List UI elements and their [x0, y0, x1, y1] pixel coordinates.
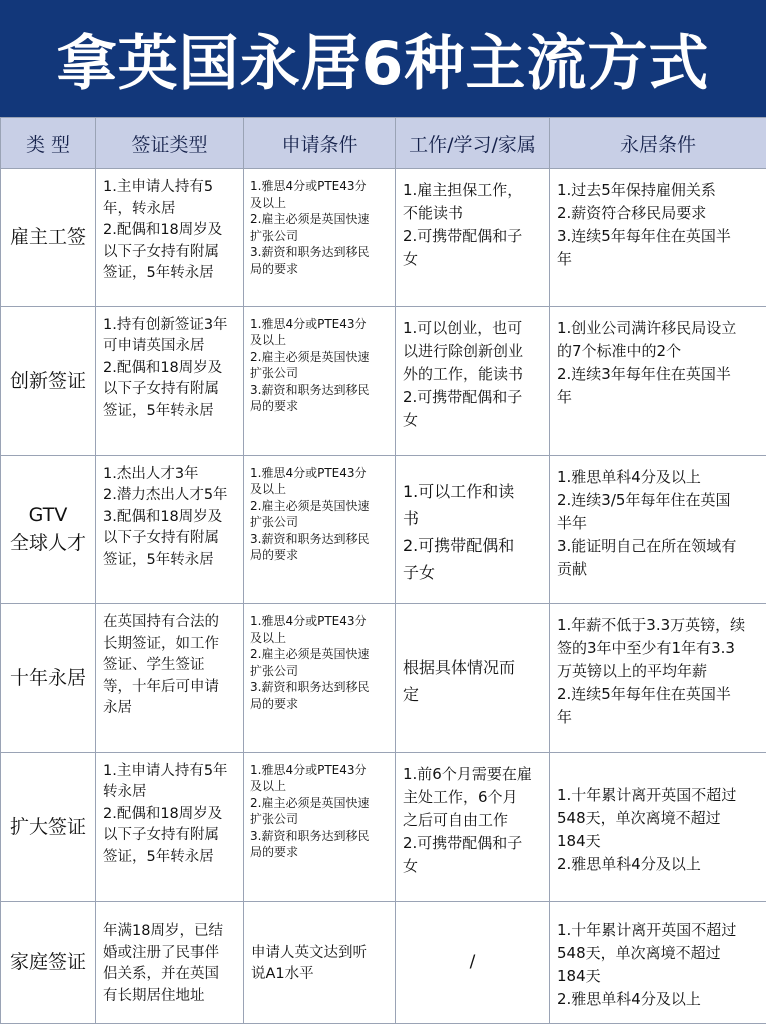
cell-line: 等，十年后可申请	[103, 678, 219, 695]
cell-line: 局的要求	[250, 548, 299, 563]
header-visa-type: 签证类型	[96, 118, 244, 169]
cell-work-study-family	[396, 455, 550, 604]
cell-line: 1.年薪不低于3.3万英镑，续	[557, 616, 746, 635]
cell-line: 1.可以创业，也可	[403, 318, 523, 337]
cell-line: 永居	[103, 700, 132, 717]
cell-work-study-family	[396, 604, 550, 753]
cell-line: 贡献	[557, 559, 588, 578]
cell-conditions	[244, 455, 396, 604]
cell-line: 全球人才	[9, 532, 86, 555]
cell-line: 2.配偶和18周岁及	[103, 805, 223, 822]
cell-line: 2.雇主必须是英国快速	[250, 349, 370, 364]
cell-line: 签证，5年转永居	[103, 848, 214, 865]
cell-line: 签证，5年转永居	[103, 551, 214, 568]
cell-visa-type	[96, 752, 244, 901]
cell-line: 不能读书	[403, 204, 464, 222]
pr-routes-table	[0, 117, 766, 1024]
cell-line: 年	[557, 250, 573, 268]
cell-line: 之后可自由工作	[403, 810, 509, 829]
table-header-row	[1, 118, 766, 169]
cell-line: 女	[403, 856, 419, 875]
cell-line: 1.可以工作和读	[403, 482, 515, 502]
cell-line: 548天，单次离境不超过	[557, 808, 721, 827]
cell-line: 签证，5年转永居	[103, 265, 214, 281]
cell-line: 及以上	[250, 779, 287, 794]
cell-line: 2.薪资符合移民局要求	[557, 204, 707, 222]
cell-line: 在英国持有合法的	[103, 614, 219, 631]
cell-line: 的7个标准中的2个	[557, 341, 682, 360]
cell-line: /	[469, 952, 476, 973]
cell-conditions	[244, 306, 396, 455]
cell-line: 3.薪资和职务达到移民	[250, 828, 370, 843]
cell-line: 1.雅思4分或PTE43分	[250, 762, 367, 777]
cell-line: 局的要求	[250, 261, 299, 276]
cell-line: 1.创业公司满许移民局设立	[557, 318, 737, 337]
cell-permanent-conditions	[550, 901, 766, 1023]
cell-line: 局的要求	[250, 845, 299, 860]
cell-line: 创新签证	[9, 369, 86, 392]
cell-conditions	[244, 604, 396, 753]
title-banner	[0, 0, 766, 117]
header-conditions: 申请条件	[244, 118, 396, 169]
cell-line: 1.杰出人才3年	[103, 465, 199, 482]
header-permanent-conditions: 永居条件	[550, 118, 766, 169]
cell-conditions	[244, 752, 396, 901]
header-work-study-family: 工作/学习/家属	[396, 118, 550, 169]
cell-line: 3.配偶和18周岁及	[103, 508, 223, 525]
cell-visa-type	[96, 169, 244, 307]
cell-line: 3.薪资和职务达到移民	[250, 680, 370, 695]
cell-line: 扩张公司	[250, 366, 299, 381]
cell-line: 婚或注册了民事伴	[103, 944, 219, 961]
cell-line: 扩大签证	[9, 815, 86, 838]
cell-line: 女	[403, 250, 419, 268]
cell-line: 3.能证明自己在所在领域有	[557, 536, 737, 555]
cell-type	[1, 752, 96, 901]
cell-line: 548天，单次离境不超过	[557, 944, 721, 963]
header-type: 类 型	[1, 118, 96, 169]
cell-line: 1.雅思单科4分及以上	[557, 467, 701, 486]
cell-line: 子女	[403, 563, 436, 583]
cell-line: 以下子女持有附属	[103, 827, 219, 844]
cell-line: 以下子女持有附属	[103, 530, 219, 547]
cell-line: 2.雇主必须是英国快速	[250, 647, 370, 662]
table-row	[1, 169, 766, 307]
cell-line: 侣关系，并在英国	[103, 966, 219, 983]
cell-line: 以下子女持有附属	[103, 243, 219, 260]
cell-permanent-conditions	[550, 455, 766, 604]
cell-line: 有长期居住地址	[103, 987, 205, 1004]
cell-permanent-conditions	[550, 604, 766, 753]
table-row	[1, 901, 766, 1023]
cell-line: 1.雅思4分或PTE43分	[250, 179, 367, 193]
cell-line: 2.连续5年每年住在英国半	[557, 685, 731, 704]
cell-line: 局的要求	[250, 399, 299, 414]
cell-line: 根据具体情况而	[403, 658, 516, 678]
cell-line: 半年	[557, 513, 588, 532]
cell-work-study-family	[396, 306, 550, 455]
cell-line: 年	[557, 708, 573, 727]
cell-line: 申请人英文达到听	[251, 944, 367, 961]
cell-line: 十年永居	[9, 667, 86, 690]
cell-visa-type	[96, 306, 244, 455]
cell-line: 扩张公司	[250, 228, 299, 243]
cell-line: 万英镑以上的平均年薪	[557, 662, 708, 681]
cell-line: 外的工作，能读书	[403, 364, 524, 383]
cell-line: 可申请英国永居	[103, 338, 205, 355]
cell-work-study-family	[396, 752, 550, 901]
cell-line: 长期签证，如工作	[103, 635, 219, 652]
cell-line: 2.配偶和18周岁及	[103, 222, 223, 238]
cell-line: 1.雅思4分或PTE43分	[250, 316, 367, 331]
cell-permanent-conditions	[550, 306, 766, 455]
cell-conditions	[244, 169, 396, 307]
cell-line: 及以上	[250, 333, 287, 348]
cell-line: 1.过去5年保持雇佣关系	[557, 181, 716, 199]
cell-line: 签证、学生签证	[103, 657, 205, 674]
cell-permanent-conditions	[550, 169, 766, 307]
cell-line: 主处工作，6个月	[403, 787, 518, 806]
cell-line: 书	[403, 509, 420, 529]
cell-line: 签的3年中至少有1年有3.3	[557, 639, 735, 658]
cell-line: 定	[403, 685, 420, 705]
cell-line: 女	[403, 410, 419, 429]
cell-line: 2.可携带配偶和子	[403, 387, 523, 406]
cell-line: 1.雅思4分或PTE43分	[250, 614, 367, 629]
cell-line: 说A1水平	[251, 966, 314, 983]
cell-line: 2.潜力杰出人才5年	[103, 487, 228, 504]
cell-line: 家庭签证	[9, 951, 86, 974]
table-row	[1, 306, 766, 455]
cell-line: 2.雇主必须是英国快速	[250, 498, 370, 513]
cell-line: 转永居	[103, 784, 147, 801]
cell-line: 及以上	[250, 630, 287, 645]
cell-line: 2.雇主必须是英国快速	[250, 212, 370, 226]
cell-line: 2.雅思单科4分及以上	[557, 854, 701, 873]
cell-line: 年	[557, 387, 573, 406]
cell-line: 局的要求	[250, 696, 299, 711]
cell-line: 184天	[557, 967, 601, 986]
cell-line: 年满18周岁，已结	[103, 923, 223, 940]
cell-line: 184天	[557, 831, 601, 850]
cell-line: 2.连续3/5年每年住在英国	[557, 490, 731, 509]
cell-line: 1.雅思4分或PTE43分	[250, 465, 367, 480]
cell-visa-type	[96, 901, 244, 1023]
cell-line: 2.连续3年每年住在英国半	[557, 364, 731, 383]
cell-line: 扩张公司	[250, 812, 299, 827]
cell-type	[1, 306, 96, 455]
cell-line: 扩张公司	[250, 515, 299, 530]
cell-conditions	[244, 901, 396, 1023]
cell-line: 3.薪资和职务达到移民	[250, 245, 370, 259]
cell-permanent-conditions	[550, 752, 766, 901]
cell-line: 3.薪资和职务达到移民	[250, 382, 370, 397]
cell-type	[1, 604, 96, 753]
cell-line: 以下子女持有附属	[103, 381, 219, 398]
cell-line: 2.可携带配偶和	[403, 536, 515, 556]
cell-line: GTV	[28, 504, 68, 527]
table-row	[1, 752, 766, 901]
table-row	[1, 604, 766, 753]
cell-line: 雇主工签	[9, 226, 86, 249]
cell-line: 以进行除创新创业	[403, 341, 524, 360]
cell-line: 2.雅思单科4分及以上	[557, 990, 701, 1009]
cell-line: 3.薪资和职务达到移民	[250, 531, 370, 546]
cell-type	[1, 455, 96, 604]
table-row	[1, 455, 766, 604]
cell-line: 2.配偶和18周岁及	[103, 359, 223, 376]
cell-line: 及以上	[250, 195, 287, 210]
cell-line: 签证，5年转永居	[103, 402, 214, 419]
cell-work-study-family	[396, 169, 550, 307]
cell-line: 1.主申请人持有5年	[103, 762, 228, 779]
page-title: 拿英国永居6种主流方式	[56, 28, 710, 99]
cell-line: 1.雇主担保工作，	[403, 181, 523, 199]
cell-work-study-family	[396, 901, 550, 1023]
cell-type	[1, 169, 96, 307]
cell-line: 及以上	[250, 482, 287, 497]
cell-line: 扩张公司	[250, 663, 299, 678]
cell-line: 1.持有创新签证3年	[103, 316, 228, 333]
cell-line: 1.十年累计离开英国不超过	[557, 921, 737, 940]
cell-visa-type	[96, 604, 244, 753]
cell-line: 1.十年累计离开英国不超过	[557, 785, 737, 804]
cell-line: 2.可携带配偶和子	[403, 833, 523, 852]
cell-visa-type	[96, 455, 244, 604]
cell-line: 1.前6个月需要在雇	[403, 764, 532, 783]
cell-line: 3.连续5年每年住在英国半	[557, 227, 731, 245]
cell-line: 年，转永居	[103, 200, 176, 217]
cell-line: 2.雇主必须是英国快速	[250, 795, 370, 810]
cell-line: 1.主申请人持有5	[103, 179, 214, 195]
cell-type	[1, 901, 96, 1023]
cell-line: 2.可携带配偶和子	[403, 227, 523, 245]
